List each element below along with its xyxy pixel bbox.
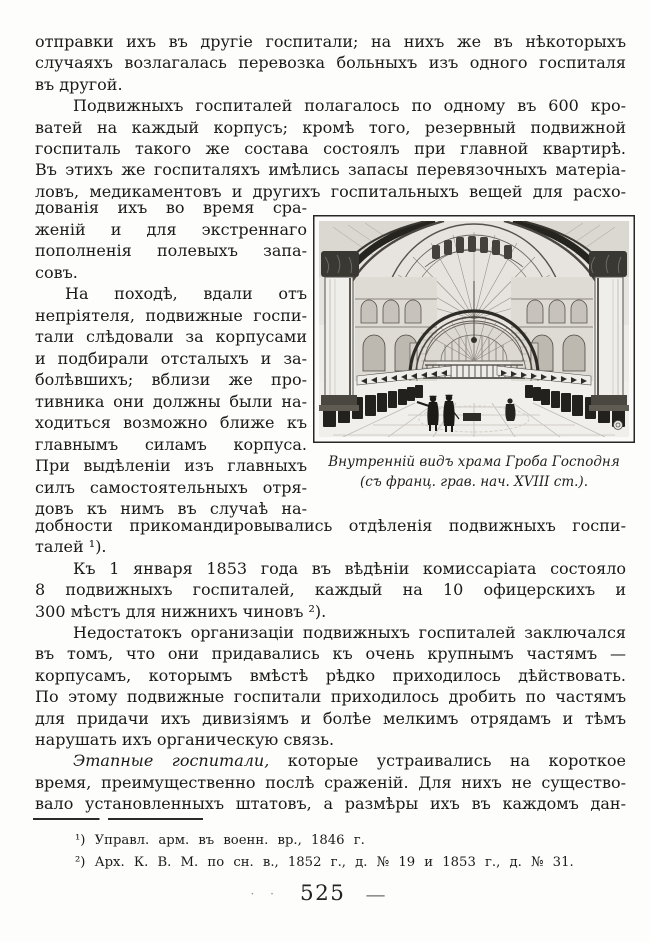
text-line: нарушать ихъ органическую связь. [35, 729, 335, 749]
text-line: Недостатокъ организаціи подвижныхъ госпиталей заключался [73, 622, 626, 642]
text-line: корпусамъ, которымъ вмѣстѣ рѣдко приходилось дѣйствовать. [35, 665, 626, 685]
text-line: Въ этихъ же госпиталяхъ имѣлись запасы перевязочныхъ матеріа- [35, 160, 626, 180]
text-line: время, преимущественно послѣ сраженій. Для нихъ не существо- [35, 772, 626, 792]
text-line: совъ. [35, 262, 78, 282]
text-line: При выдѣленіи изъ главныхъ [35, 456, 307, 475]
footnote-2: ²) Арх. К. В. М. по сн. в., 1852 г., д. № 19 и 1853 г., д. № 31. [75, 854, 574, 870]
text-line: По этому подвижные госпитали приходилось дробить по частямъ [35, 687, 626, 707]
text-line: Подвижныхъ госпиталей полагалось по одному въ 600 кро- [73, 96, 626, 116]
text-line: На походѣ, вдали отъ [65, 284, 307, 303]
body-text-bottom [35, 515, 626, 814]
text-line: 8 подвижныхъ госпиталей, каждый на 10 офицерскихъ и [35, 580, 626, 600]
page-number-dots: · · [250, 886, 280, 901]
text-line: дованія ихъ во время сра- [35, 198, 307, 217]
body-text-top [35, 31, 626, 202]
text-line: въ томъ, что они придавались къ очень крупнымъ частямъ — [35, 644, 626, 664]
text-line: женій и для экстреннаго [35, 219, 307, 239]
text-line: въ другой. [35, 74, 123, 94]
text-line: добности прикомандировывались отдѣленія подвижныхъ госпи- [35, 516, 626, 535]
figure-caption-line-1: Внутренній видъ храма Гроба Господня [328, 454, 620, 470]
figure-caption-line-2: (съ франц. грав. нач. XVIII ст.). [359, 474, 588, 490]
text-line: вало установленныхъ штатовъ, а размѣры ихъ въ каждомъ дан- [35, 794, 626, 814]
text-line: отправки ихъ въ другіе госпитали; на нихъ же въ нѣкоторыхъ [35, 32, 626, 51]
text-line: непріятеля, подвижные госпи- [35, 305, 307, 325]
text-line: силъ самостоятельныхъ отря- [35, 477, 307, 497]
text-line: ловъ, медикаментовъ и другихъ госпитальныхъ вещей для расхо- [35, 181, 626, 201]
text-line: Къ 1 января 1853 года въ вѣдѣніи комиссаріата состояло [73, 558, 626, 578]
text-line: для придачи ихъ дивизіямъ и болѣе мелкимъ отрядамъ и тѣмъ [35, 708, 626, 728]
body-text-column [35, 197, 307, 520]
text-line: пополненія полевыхъ запа- [35, 241, 307, 260]
text-run: которые устраивались на короткое [269, 751, 626, 771]
text-line: ходиться возможно ближе къ [35, 413, 307, 432]
footnotes [35, 830, 626, 873]
engraving-image [313, 215, 635, 443]
text-line: довъ къ нимъ въ случаѣ на- [35, 499, 307, 518]
page-footer [0, 881, 643, 906]
footnote-rule [33, 818, 203, 820]
text-line: ватей на каждый корпусъ; кромѣ того, резервный подвижной [35, 117, 626, 137]
text-line: госпиталь такого же состава состоялъ при главной квартирѣ. [35, 138, 626, 158]
text-line: тали слѣдовали за корпусами [35, 327, 307, 346]
text-line: тивника они должны были на- [35, 391, 307, 411]
italic-lead-etapnye: Этапные госпитали, [73, 751, 270, 771]
figure [313, 215, 635, 492]
text-line [35, 750, 626, 771]
text-line: и подбирали отсталыхъ и за- [35, 348, 307, 368]
page-number-dash: — [365, 881, 386, 906]
text-line: болѣвшихъ; вблизи же про- [35, 370, 307, 389]
footnote-1: ¹) Управл. арм. въ военн. вр., 1846 г. [75, 833, 365, 848]
text-line: главнымъ силамъ корпуса. [35, 434, 307, 454]
text-line: случаяхъ возлагалась перевозка больныхъ изъ одного госпиталя [35, 53, 626, 73]
text-line: талей ¹). [35, 537, 107, 557]
page-number: 525 [299, 881, 346, 906]
text-line: 300 мѣстъ для нижнихъ чиновъ ²). [35, 601, 327, 621]
